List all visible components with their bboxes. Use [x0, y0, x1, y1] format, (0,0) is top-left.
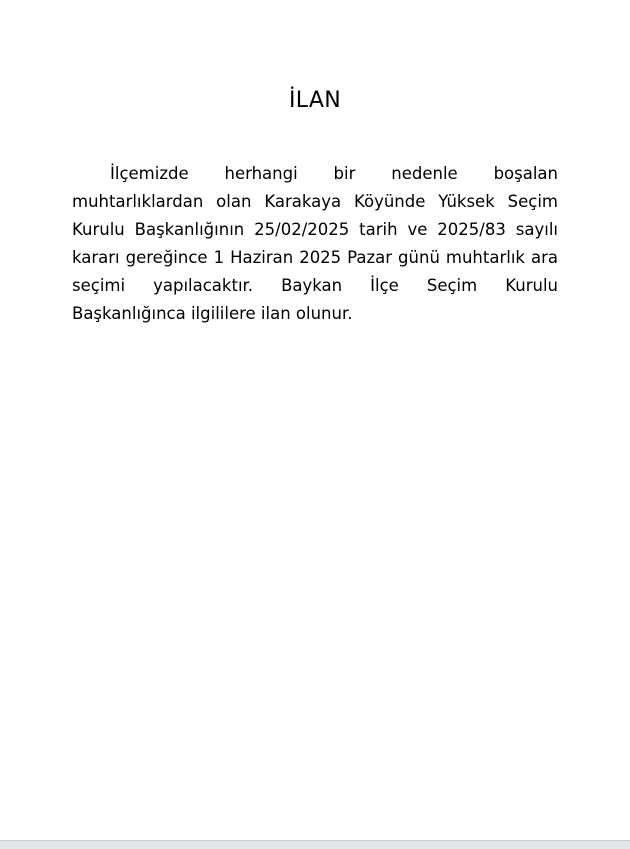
document-title: İLAN [289, 88, 341, 113]
window-bottom-edge [0, 840, 630, 849]
document-body-paragraph: İlçemizde herhangi bir nedenle boşalan muhtarlıklardan olan Karakaya Köyünde Yüksek Seçim Kurulu Başkanlığının 25/02/2025 tarih ve 2025/83 sayılı kararı gereğince 1 Haziran 2025 Pazar günü muhtarlık ara seçimi yapılacaktır. Baykan İlçe Seçim Kurulu Başkanlığınca ilgililere ilan olunur. [72, 164, 558, 323]
